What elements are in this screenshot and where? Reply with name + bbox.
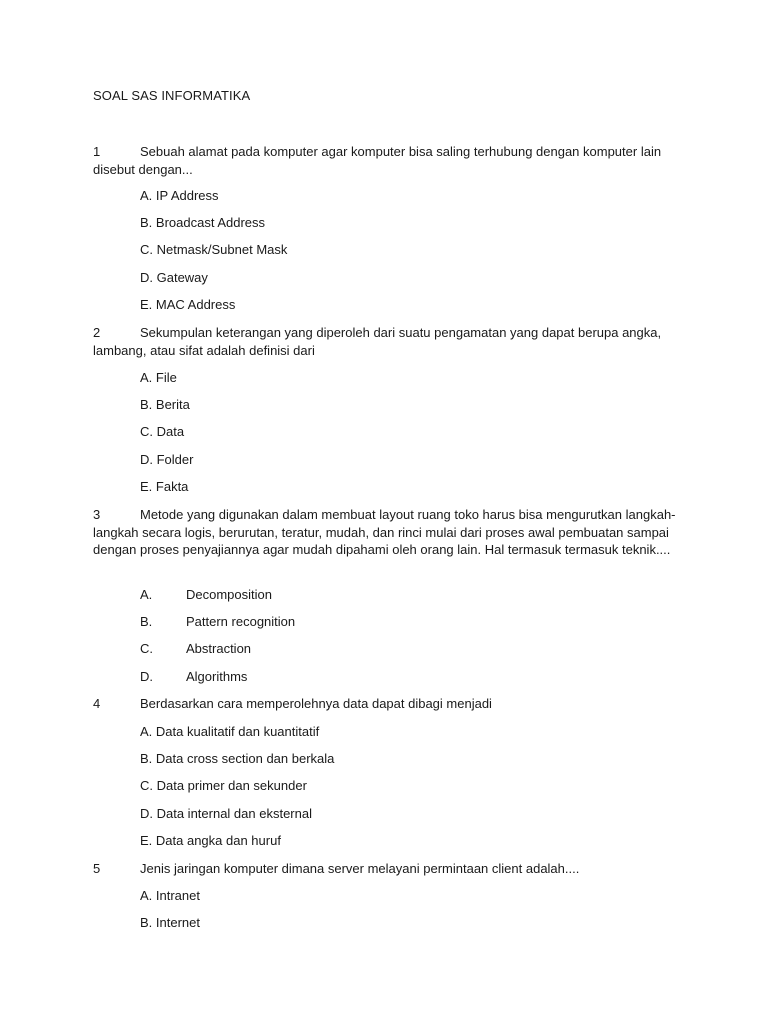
- option-1e: E. MAC Address: [140, 297, 236, 312]
- option-4b: B. Data cross section dan berkala: [140, 751, 335, 766]
- option-label: Pattern recognition: [186, 614, 296, 629]
- option-4a: A. Data kualitatif dan kuantitatif: [140, 724, 320, 739]
- option-letter: C.: [140, 641, 153, 656]
- option-2e: E. Fakta: [140, 479, 189, 494]
- question-number: 1: [93, 144, 101, 159]
- question-number: 2: [93, 325, 101, 340]
- option-3c: [140, 640, 251, 657]
- question-4: [93, 695, 685, 713]
- question-5: [93, 860, 685, 878]
- option-2b: B. Berita: [140, 397, 190, 412]
- option-label: Abstraction: [186, 641, 252, 656]
- question-number: 5: [93, 861, 101, 876]
- question-text: Jenis jaringan komputer dimana server melayani permintaan client adalah....: [140, 861, 580, 876]
- question-text: Berdasarkan cara memperolehnya data dapat dibagi menjadi: [140, 696, 492, 711]
- option-4c: C. Data primer dan sekunder: [140, 778, 307, 793]
- option-3d: [140, 668, 247, 685]
- question-2: [93, 324, 685, 359]
- option-4d: D. Data internal dan eksternal: [140, 806, 312, 821]
- option-2c: C. Data: [140, 424, 185, 439]
- option-1a: A. IP Address: [140, 188, 219, 203]
- option-3b: [140, 613, 295, 630]
- option-5a: A. Intranet: [140, 888, 200, 903]
- option-4e: E. Data angka dan huruf: [140, 833, 281, 848]
- question-text: Sebuah alamat pada komputer agar komputer bisa saling terhubung dengan komputer lain disebut dengan...: [93, 144, 662, 177]
- question-text: Sekumpulan keterangan yang diperoleh dari suatu pengamatan yang dapat berupa angka, lambang, atau sifat adalah definisi dari: [93, 325, 662, 358]
- option-letter: D.: [140, 669, 153, 684]
- question-3: [93, 506, 685, 559]
- question-number: 4: [93, 696, 101, 711]
- option-5b: B. Internet: [140, 915, 200, 930]
- option-2a: A. File: [140, 370, 177, 385]
- option-1c: C. Netmask/Subnet Mask: [140, 242, 288, 257]
- option-label: Decomposition: [186, 587, 272, 602]
- option-2d: D. Folder: [140, 452, 194, 467]
- option-letter: B.: [140, 614, 153, 629]
- option-3a: [140, 586, 272, 603]
- document-title: SOAL SAS INFORMATIKA: [93, 88, 251, 103]
- question-text: Metode yang digunakan dalam membuat layout ruang toko harus bisa mengurutkan langkah-langkah secara logis, berurutan, teratur, mudah, dan rinci mulai dari proses awal pembuatan sampai dengan proses penyajiannya agar mudah dipahami oleh orang lain. Hal termasuk termasuk teknik....: [93, 507, 676, 557]
- option-1b: B. Broadcast Address: [140, 215, 266, 230]
- option-label: Algorithms: [186, 669, 248, 684]
- question-number: 3: [93, 507, 101, 522]
- option-1d: D. Gateway: [140, 270, 208, 285]
- question-1: [93, 143, 685, 178]
- option-letter: A.: [140, 587, 153, 602]
